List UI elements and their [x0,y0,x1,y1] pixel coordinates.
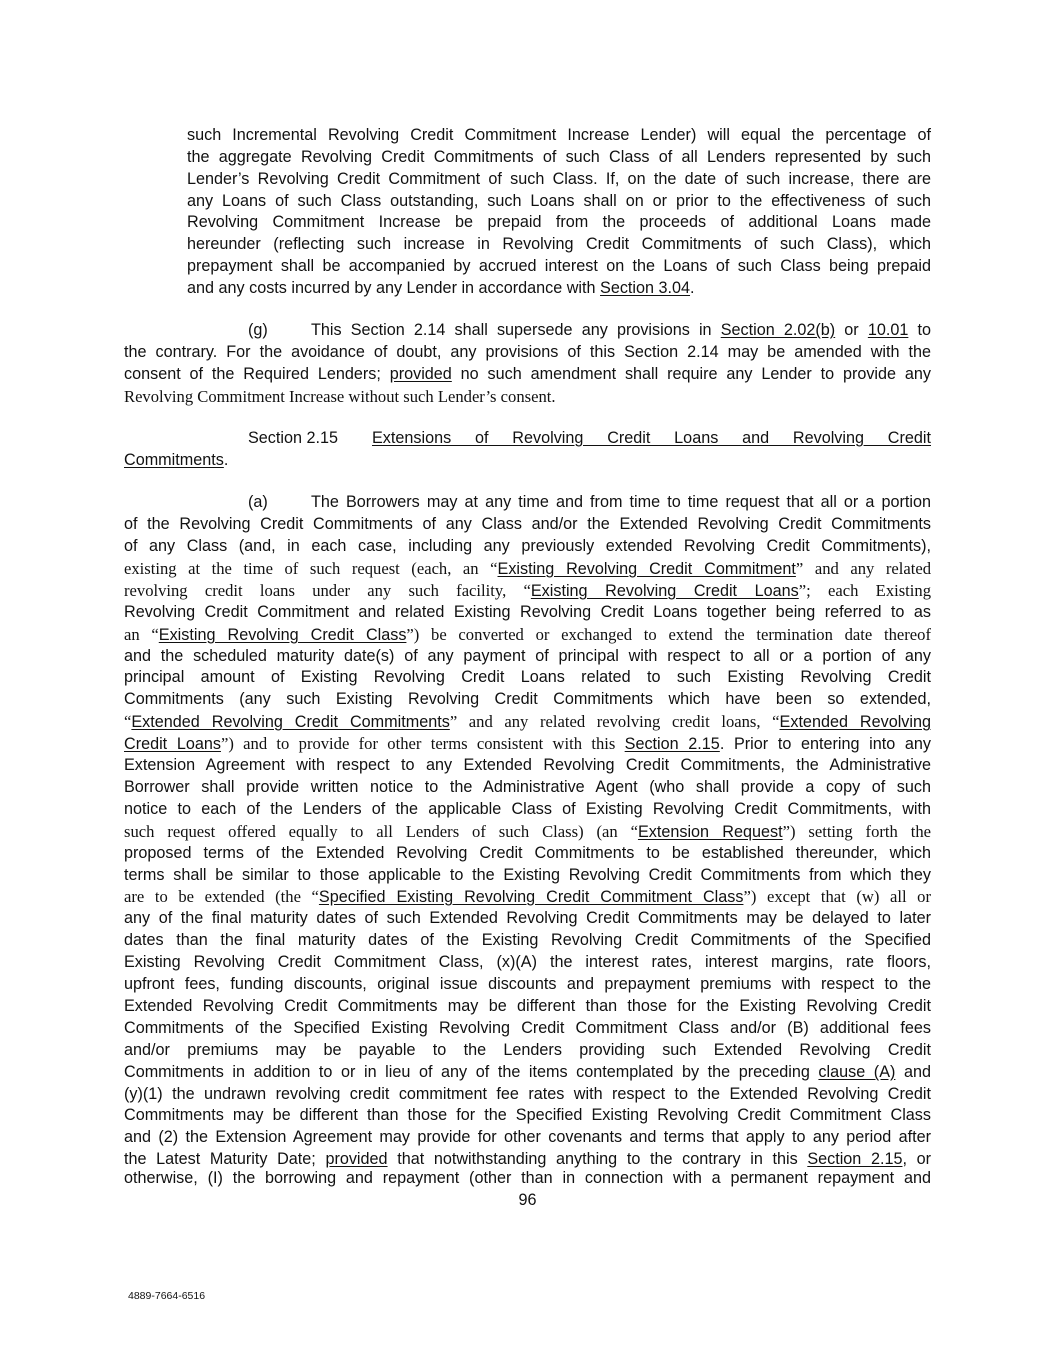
text-line: “Extended Revolving Credit Commitments” and any related revolving credit loans, “Extended Revolving [124,712,931,731]
text-line: any Loans of such Class outstanding, such Loans shall on or prior to the effectiveness of such [187,192,931,210]
cross-reference-link: Section 3.04 [600,279,691,297]
text-line: Commitments in addition to or in lieu of any of the items contemplated by the preceding clause (A) and [124,1063,931,1081]
defined-term: Extended Revolving Credit Commitments [131,713,450,731]
defined-term: Specified Existing Revolving Credit Commitment Class [318,888,744,906]
text-line: (y)(1) the undrawn revolving credit commitment fee rates with respect to the Extended Revolving Credit [124,1085,931,1103]
text-line: the Latest Maturity Date; provided that notwithstanding anything to the contrary in this Section 2.15, or [124,1150,931,1168]
text-line: existing at the time of such request (each, an “Existing Revolving Credit Commitment” and any related [124,559,931,578]
text-line: Commitments (any such Existing Revolving Credit Commitments which have been so extended, [124,690,931,708]
text-line: Credit Loans”) and to provide for other terms consistent with this Section 2.15. Prior to entering into any [124,734,931,753]
defined-term: provided [325,1150,388,1168]
text-line: Extension Agreement with respect to any Extended Revolving Credit Commitments, the Administrative [124,756,931,774]
cross-reference-link: Section 2.15 [624,735,720,753]
paragraph-label: (g) [248,321,268,339]
text-line: notice to each of the Lenders of the applicable Class of Existing Revolving Credit Commitments, with [124,800,931,818]
text-line: the contrary. For the avoidance of doubt, any provisions of this Section 2.14 may be amended with the [124,343,931,361]
text-line: and/or premiums may be payable to the Lenders providing such Extended Revolving Credit [124,1041,931,1059]
page-number: 96 [518,1191,537,1209]
text-line: an “Existing Revolving Credit Class”) be converted or exchanged to extend the termination date thereof [124,625,931,644]
text-line: and any costs incurred by any Lender in accordance with Section 3.04. [187,279,695,297]
text-line: the aggregate Revolving Credit Commitments of such Class of all Lenders represented by such [187,148,931,166]
text-line: hereunder (reflecting such increase in Revolving Credit Commitments of such Class), which [187,235,931,253]
text-line: of any Class (and, in each case, including any previously extended Revolving Credit Commitments), [124,537,931,555]
document-id: 4889-7664-6516 [128,1290,206,1302]
defined-term: provided [389,365,452,383]
defined-term: Existing Revolving Credit Class [158,626,407,644]
text-line: of the Revolving Credit Commitments of any Class and/or the Extended Revolving Credit Commitments [124,515,931,533]
text-line: Borrower shall provide written notice to the Administrative Agent (who shall provide a copy of such [124,778,931,796]
cross-reference-link: clause (A) [818,1063,896,1081]
text-line: otherwise, (I) the borrowing and repayment (other than in connection with a permanent repayment and [124,1169,931,1187]
text-line: upfront fees, funding discounts, original issue discounts and prepayment premiums with respect to the [124,975,931,993]
text-line: proposed terms of the Extended Revolving Credit Commitments to be established thereunder, which [124,844,931,862]
text-line: The Borrowers may at any time and from time to time request that all or a portion [311,493,931,511]
defined-term: Extension Request [637,823,783,841]
defined-term: Extended Revolving [779,713,931,731]
text-line: such Incremental Revolving Credit Commitment Increase Lender) will equal the percentage of [187,126,931,144]
text-line: Revolving Credit Commitment and related Existing Revolving Credit Loans together being referred to as [124,603,931,621]
text-line: Revolving Commitment Increase be prepaid from the proceeds of additional Loans made [187,213,931,231]
text-line: principal amount of Existing Revolving Credit Loans related to such Existing Revolving Credit [124,668,931,686]
cross-reference-link: 10.01 [867,321,909,339]
text-line: such request offered equally to all Lenders of such Class) (an “Extension Request”) setting forth the [124,822,931,841]
text-line: revolving credit loans under any such facility, “Existing Revolving Credit Loans”; each Existing [124,581,931,600]
text-line: Lender’s Revolving Credit Commitment of such Class. If, on the date of such increase, there are [187,170,931,188]
section-title: Extensions of Revolving Credit Loans and Revolving Credit [372,429,931,447]
paragraph-label: (a) [248,493,268,511]
defined-term: Existing Revolving Credit Loans [530,582,799,600]
cross-reference-link: Section 2.02(b) [720,321,836,339]
text-line: are to be extended (the “Specified Existing Revolving Credit Commitment Class”) except that (w) all or [124,887,931,906]
text-line: Commitments may be different than those for the Specified Existing Revolving Credit Commitment Class [124,1106,931,1124]
text-line: Extended Revolving Credit Commitments may be different than those for the Existing Revolving Credit [124,997,931,1015]
defined-term: Existing Revolving Credit Commitment [497,560,796,578]
text-line: and the scheduled maturity date(s) of any payment of principal with respect to all or a portion of any [124,647,931,665]
text-line: Commitments of the Specified Existing Revolving Credit Commitment Class and/or (B) additional fees [124,1019,931,1037]
defined-term: Credit Loans [124,735,221,753]
text-line: prepayment shall be accompanied by accrued interest on the Loans of such Class being prepaid [187,257,931,275]
cross-reference-link: Section 2.15 [807,1150,903,1168]
text-line: dates than the final maturity dates of the Existing Revolving Credit Commitments of the Specified [124,931,931,949]
text-line: This Section 2.14 shall supersede any provisions in Section 2.02(b) or 10.01 to [311,321,931,339]
section-number: Section 2.15 [248,429,338,447]
text-line: and (2) the Extension Agreement may provide for other covenants and terms that apply to any period after [124,1128,931,1146]
text-line: Revolving Commitment Increase without such Lender’s consent. [124,387,556,406]
text-line: any of the final maturity dates of such Extended Revolving Credit Commitments may be delayed to later [124,909,931,927]
text-line: Existing Revolving Credit Commitment Class, (x)(A) the interest rates, interest margins, rate floors, [124,953,931,971]
text-line: terms shall be similar to those applicable to the Existing Revolving Credit Commitments from which they [124,866,931,884]
text-line: consent of the Required Lenders; provided no such amendment shall require any Lender to provide any [124,365,931,383]
section-title: Commitments. [124,451,229,469]
